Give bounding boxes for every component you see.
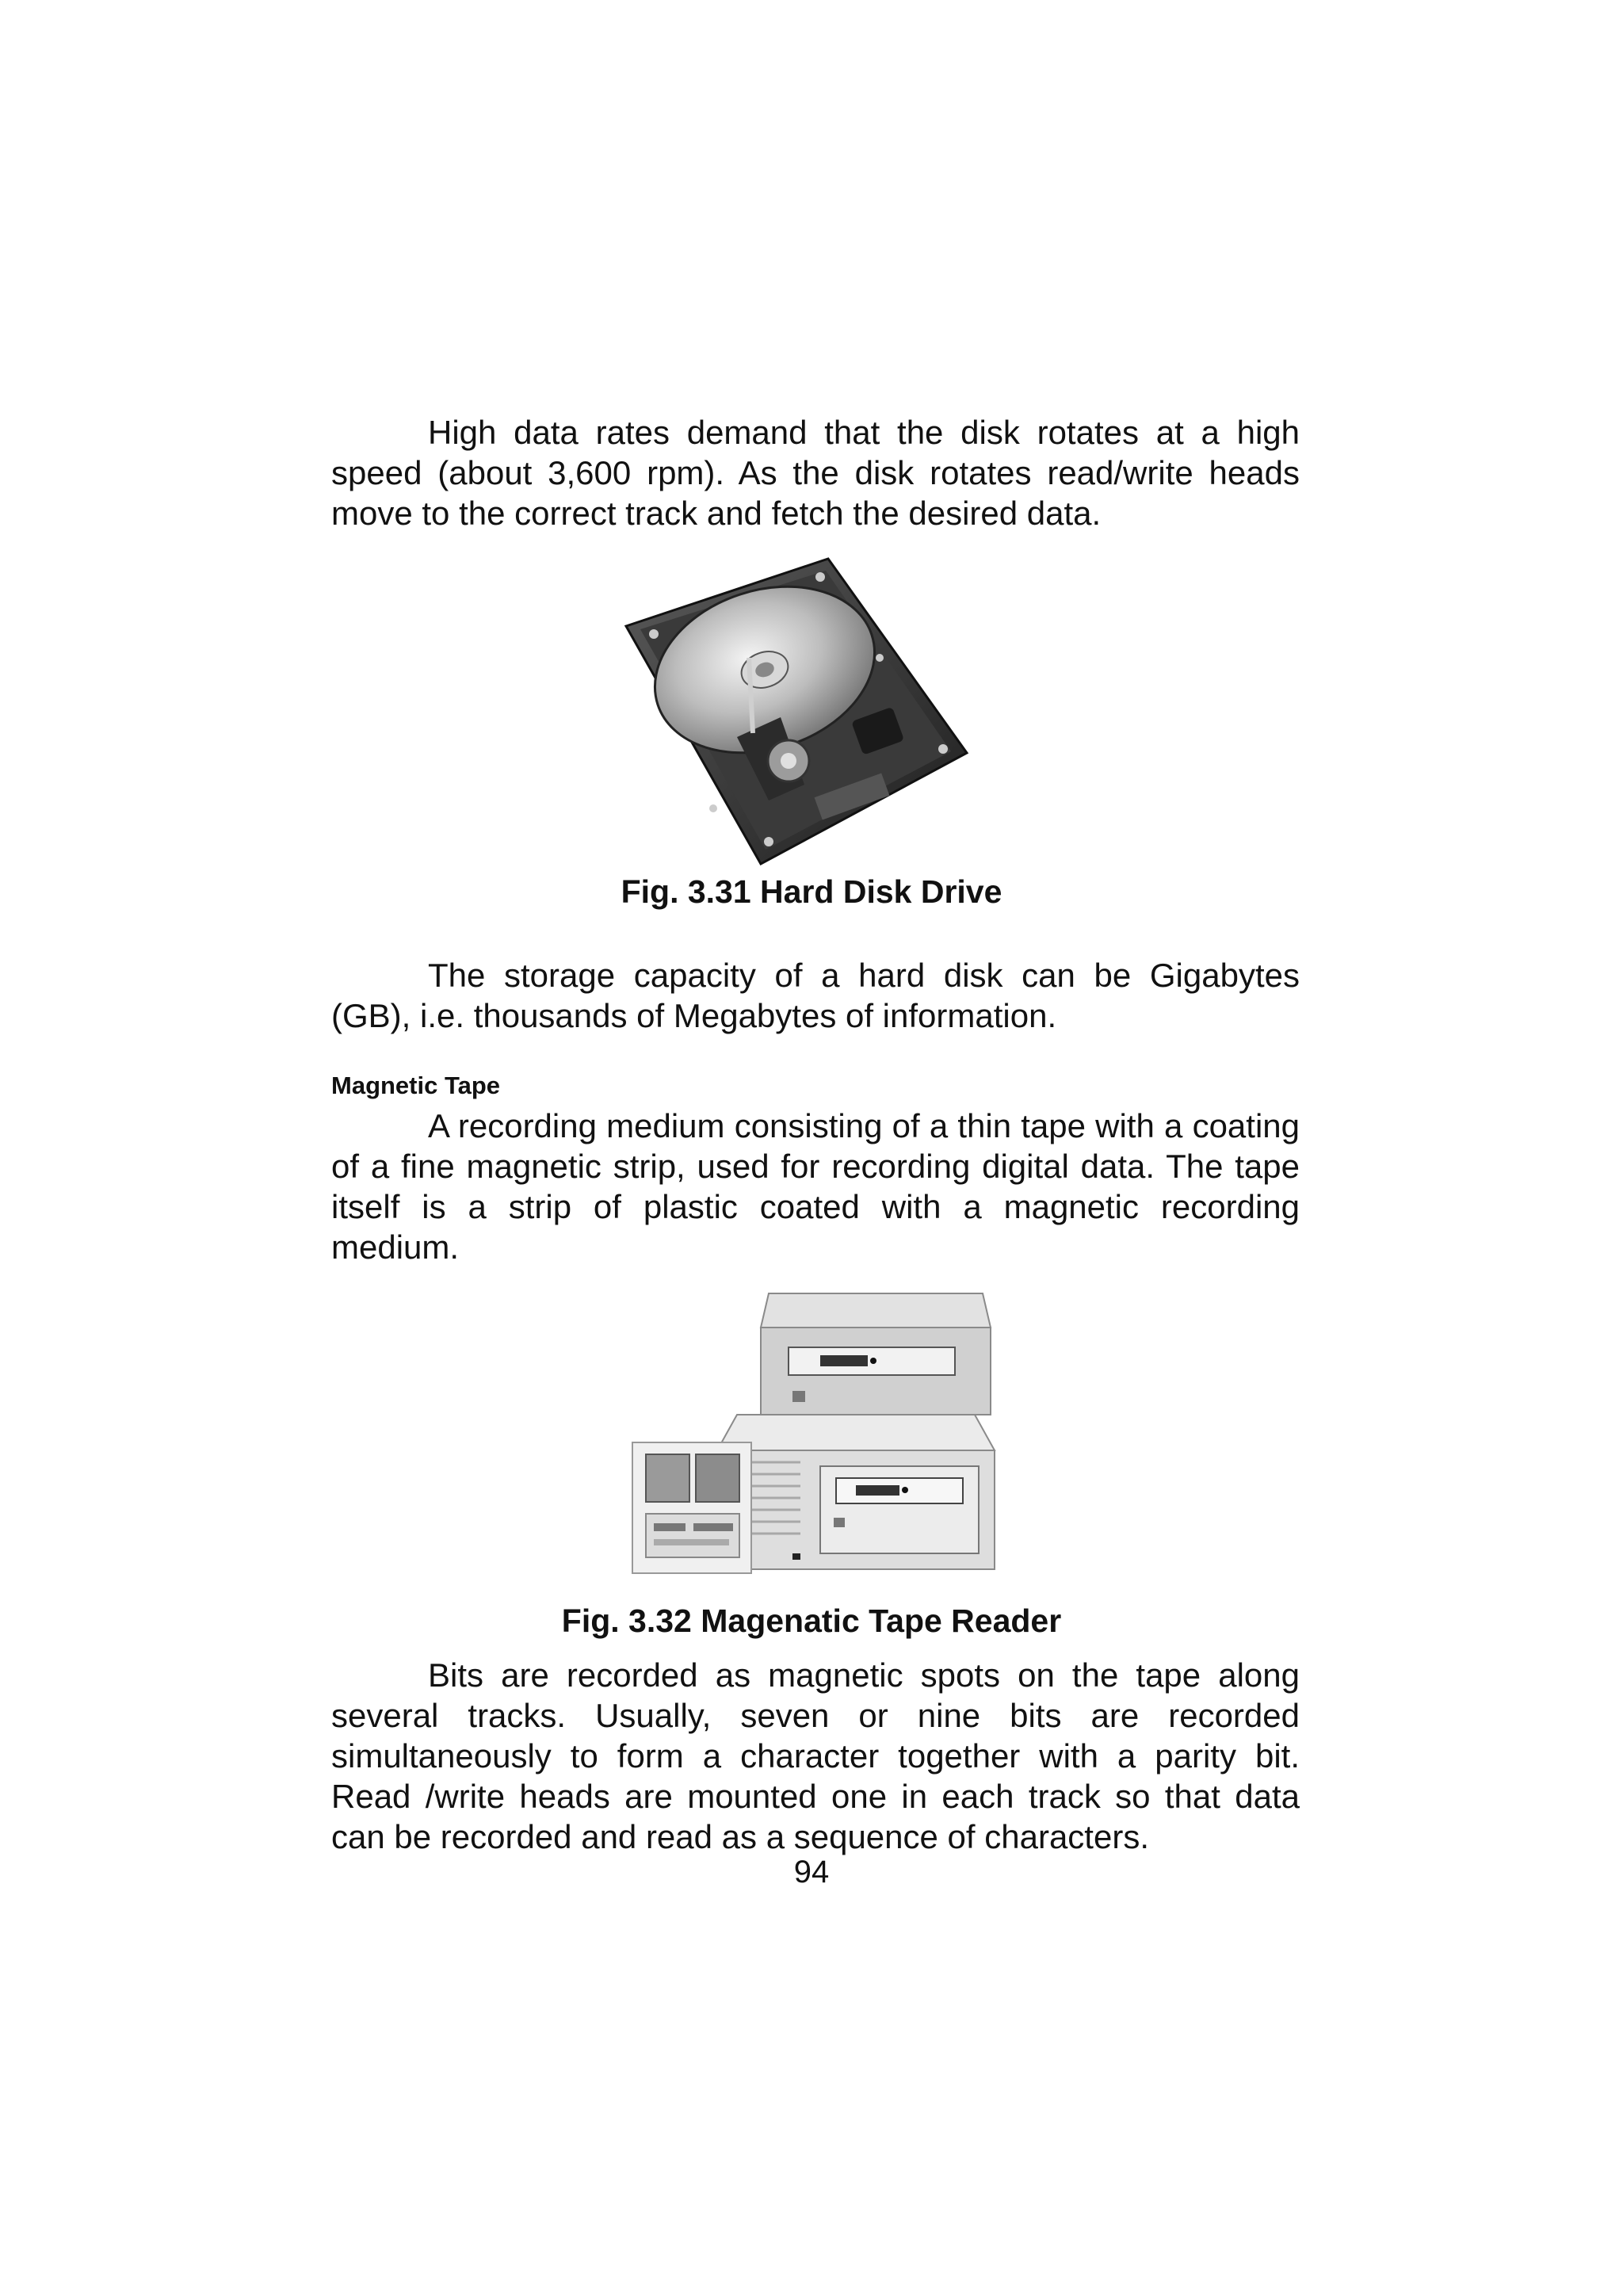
figure-caption-hard-disk: Fig. 3.31 Hard Disk Drive [621, 873, 1002, 910]
paragraph-tape-definition: A recording medium consisting of a thin tape with a coating of a fine magnetic strip, used for recording digital data. The tape itself is a strip of plastic coated with a magnetic recording medium. [331, 1107, 1300, 1266]
paragraph-storage-capacity: The storage capacity of a hard disk can be Gigabytes (GB), i.e. thousands of Megabytes of information. [331, 957, 1300, 1034]
page-number: 94 [793, 1855, 830, 1889]
hard-disk-drive-photo [618, 547, 983, 872]
section-heading-magnetic-tape: Magnetic Tape [331, 1072, 501, 1099]
tape-drive-photo [626, 1284, 999, 1577]
figure-caption-tape-reader: Fig. 3.32 Magenatic Tape Reader [561, 1603, 1062, 1639]
paragraph-disk-speed: High data rates demand that the disk rotates at a high speed (about 3,600 rpm). As the disk rotates read/write heads move to the correct track and fetch the desired data. [331, 414, 1300, 532]
paragraph-tape-bits: Bits are recorded as magnetic spots on the tape along several tracks. Usually, seven or nine bits are recorded simultaneously to form a character together with a parity bit. Read /write heads are mounted one in each track so that data can be recorded and read as a sequence of characters. [331, 1656, 1300, 1855]
